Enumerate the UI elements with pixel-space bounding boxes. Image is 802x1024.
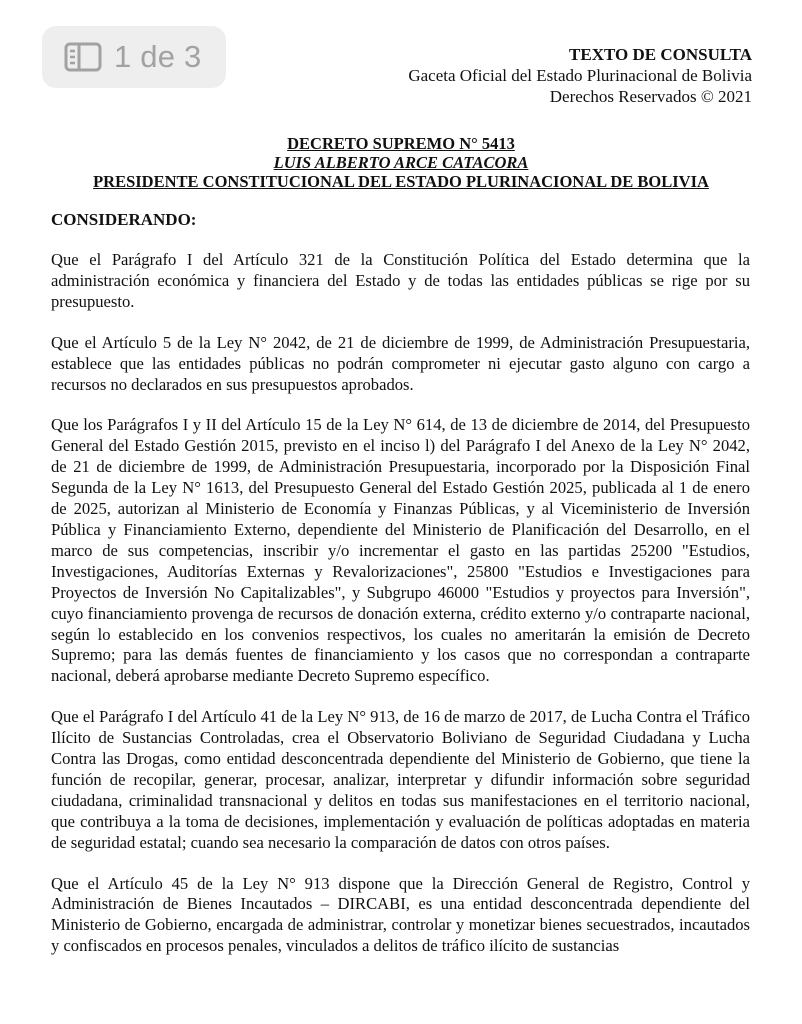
page-view-icon <box>64 42 102 72</box>
paragraph: Que el Parágrafo I del Artículo 41 de la Ley N° 913, de 16 de marzo de 2017, de Lucha Contra el Tráfico Ilícito de Sustancias Controladas, crea el Observatorio Boliviano de Seguridad Ciudadana y Lucha Contra las Drogas, como entidad desconcentrada dependiente del Ministerio de Gobierno, que tiene la función de recopilar, generar, procesar, analizar, interpretar y difundir información sobre seguridad ciudadana, criminalidad transnacional y delitos en todas sus manifestaciones en el territorio nacional, que contribuya a la toma de decisiones, implementación y evaluación de políticas adoptadas en materia de seguridad estatal; cuando sea necesario la comparación de datos con otros países. <box>51 707 750 852</box>
publisher-line: Gaceta Oficial del Estado Plurinacional de Bolivia <box>408 66 752 85</box>
president-name: LUIS ALBERTO ARCE CATACORA <box>273 153 529 172</box>
paragraph: Que el Parágrafo I del Artículo 321 de la Constitución Política del Estado determina que la administración económica y financiera del Estado y de todas las entidades públicas se rige por su presupuesto. <box>51 250 750 311</box>
section-heading: CONSIDERANDO: <box>51 210 197 229</box>
document-body <box>51 250 750 957</box>
paragraph: Que el Artículo 5 de la Ley N° 2042, de 21 de diciembre de 1999, de Administración Presupuestaria, establece que las entidades públicas no podrán comprometer ni ejecutar gasto alguno con cargo a recursos no declarados en sus presupuestos aprobados. <box>51 332 750 394</box>
page-indicator-label: 1 de 3 <box>114 39 202 74</box>
decree-number: DECRETO SUPREMO N° 5413 <box>287 134 515 153</box>
consultation-title: TEXTO DE CONSULTA <box>569 45 752 64</box>
rights-line: Derechos Reservados © 2021 <box>549 87 752 106</box>
consultation-header <box>408 44 752 107</box>
paragraph: Que el Artículo 45 de la Ley N° 913 dispone que la Dirección General de Registro, Control y Administración de Bienes Incautados – DIRCABI, es una entidad desconcentrada dependiente del Ministerio de Gobierno, encargada de administrar, controlar y monetizar bienes secuestrados, incautados y confiscados en procesos penales, vinculados a delitos de tráfico ilícito de sustancias <box>51 873 750 956</box>
page-indicator-button[interactable] <box>42 26 226 88</box>
paragraph: Que los Parágrafos I y II del Artículo 15 de la Ley N° 614, de 13 de diciembre de 2014, del Presupuesto General del Estado Gestión 2015, previsto en el inciso l) del Parágrafo I del Anexo de la Ley N° 2042, de 21 de diciembre de 1999, de Administración Presupuestaria, incorporado por la Disposición Final Segunda de la Ley N° 1613, del Presupuesto General del Estado Gestión 2025, publicada al 1 de enero de 2025, autorizan al Ministerio de Economía y Finanzas Públicas, y al Viceministerio de Inversión Pública y Financiamiento Externo, dependiente del Ministerio de Planificación del Desarrollo, en el marco de sus competencias, inscribir y/o incrementar el gasto en las partidas 25200 "Estudios, Investigaciones, Auditorías Externas y Revalorizaciones", 25800 "Estudios e Investigaciones para Proyectos de Inversión No Capitalizables", y Subgrupo 46000 "Estudios y proyectos para Inversión", cuyo financiamiento provenga de recursos de donación externa, crédito externo y/o contraparte nacional, según lo establecido en los convenios respectivos, los cuales no ameritarán la emisión de Decreto Supremo; para las demás fuentes de financiamiento y los casos que no correspondan a contraparte nacional, deberá aprobarse mediante Decreto Supremo específico. <box>51 415 750 686</box>
decree-title-block <box>50 134 752 191</box>
president-title: PRESIDENTE CONSTITUCIONAL DEL ESTADO PLURINACIONAL DE BOLIVIA <box>93 172 709 191</box>
